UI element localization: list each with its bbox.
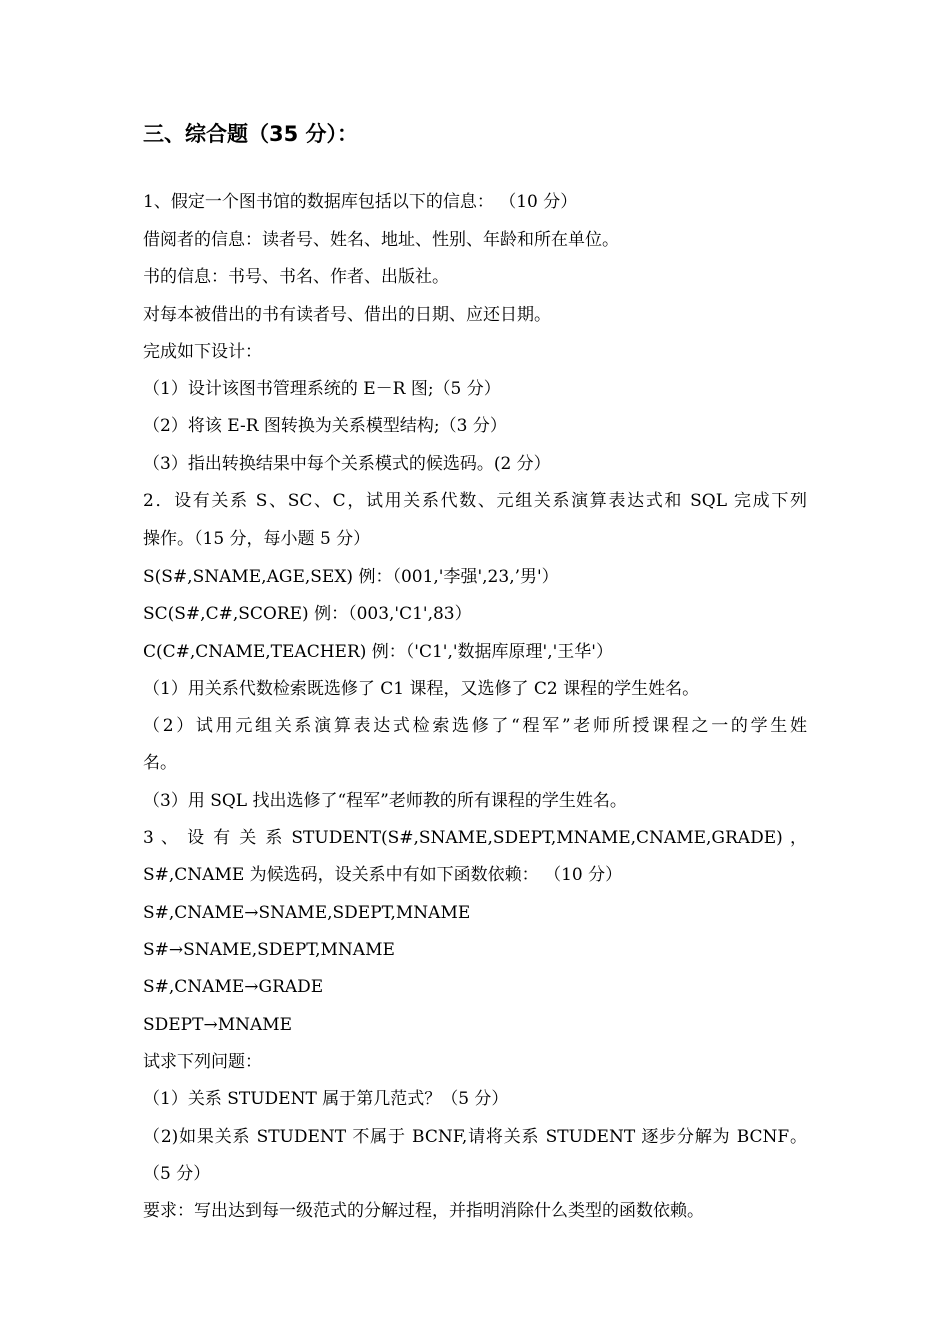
q2-part2-cont: 名。 — [143, 753, 177, 773]
q3-fd4: SDEPT→MNAME — [143, 1015, 293, 1035]
q3-requirement: 要求：写出达到每一级范式的分解过程，并指明消除什么类型的函数依赖。 — [143, 1201, 704, 1221]
q3-title-cont: S#,CNAME 为候选码，设关系中有如下函数依赖： （10 分） — [143, 865, 623, 885]
q3-fd3: S#,CNAME→GRADE — [143, 977, 324, 997]
q2-relation-sc: SC(S#,C#,SCORE) 例：（003,'C1',83） — [143, 604, 472, 624]
q1-book-info: 书的信息：书号、书名、作者、出版社。 — [143, 267, 449, 287]
q1-part2: （2）将该 E-R 图转换为关系模型结构;（3 分） — [143, 416, 507, 436]
q2-part3: （3）用 SQL 找出选修了“程军”老师教的所有课程的学生姓名。 — [143, 791, 627, 811]
q1-loan-info: 对每本被借出的书有读者号、借出的日期、应还日期。 — [143, 305, 551, 325]
q1-part3: （3）指出转换结果中每个关系模式的候选码。(2 分） — [143, 454, 551, 474]
section-heading: 三、综合题（35 分）： — [143, 122, 359, 146]
q1-borrower-info: 借阅者的信息：读者号、姓名、地址、性别、年龄和所在单位。 — [143, 230, 619, 250]
q2-title: 2．设有关系 S、SC、C，试用关系代数、元组关系演算表达式和 SQL 完成下列 — [143, 491, 807, 511]
q2-relation-s: S(S#,SNAME,AGE,SEX) 例：（001,'李强',23,’男'） — [143, 567, 559, 587]
q3-part2-score: （5 分） — [143, 1164, 211, 1184]
q3-fd1: S#,CNAME→SNAME,SDEPT,MNAME — [143, 903, 471, 923]
q3-part1: （1）关系 STUDENT 属于第几范式？（5 分） — [143, 1089, 509, 1109]
q3-part2: （2)如果关系 STUDENT 不属于 BCNF,请将关系 STUDENT 逐步分解为 BCNF。 — [143, 1127, 807, 1147]
q1-design-intro: 完成如下设计： — [143, 342, 262, 362]
q3-title: 3 、 设 有 关 系 STUDENT(S#,SNAME,SDEPT,MNAME,CNAME,GRADE) ， — [143, 828, 807, 848]
q1-title: 1、假定一个图书馆的数据库包括以下的信息： （10 分） — [143, 192, 578, 212]
q2-title-cont: 操作。（15 分，每小题 5 分） — [143, 529, 371, 549]
q1-part1: （1）设计该图书管理系统的 E－R 图;（5 分） — [143, 379, 501, 399]
q2-relation-c: C(C#,CNAME,TEACHER) 例：（'C1','数据库原理','王华'） — [143, 642, 613, 662]
q2-part1: （1）用关系代数检索既选修了 C1 课程，又选修了 C2 课程的学生姓名。 — [143, 679, 700, 699]
q3-fd2: S#→SNAME,SDEPT,MNAME — [143, 940, 395, 960]
q3-questions-intro: 试求下列问题： — [143, 1052, 262, 1072]
q2-part2: （2）试用元组关系演算表达式检索选修了“程军”老师所授课程之一的学生姓 — [143, 716, 807, 736]
